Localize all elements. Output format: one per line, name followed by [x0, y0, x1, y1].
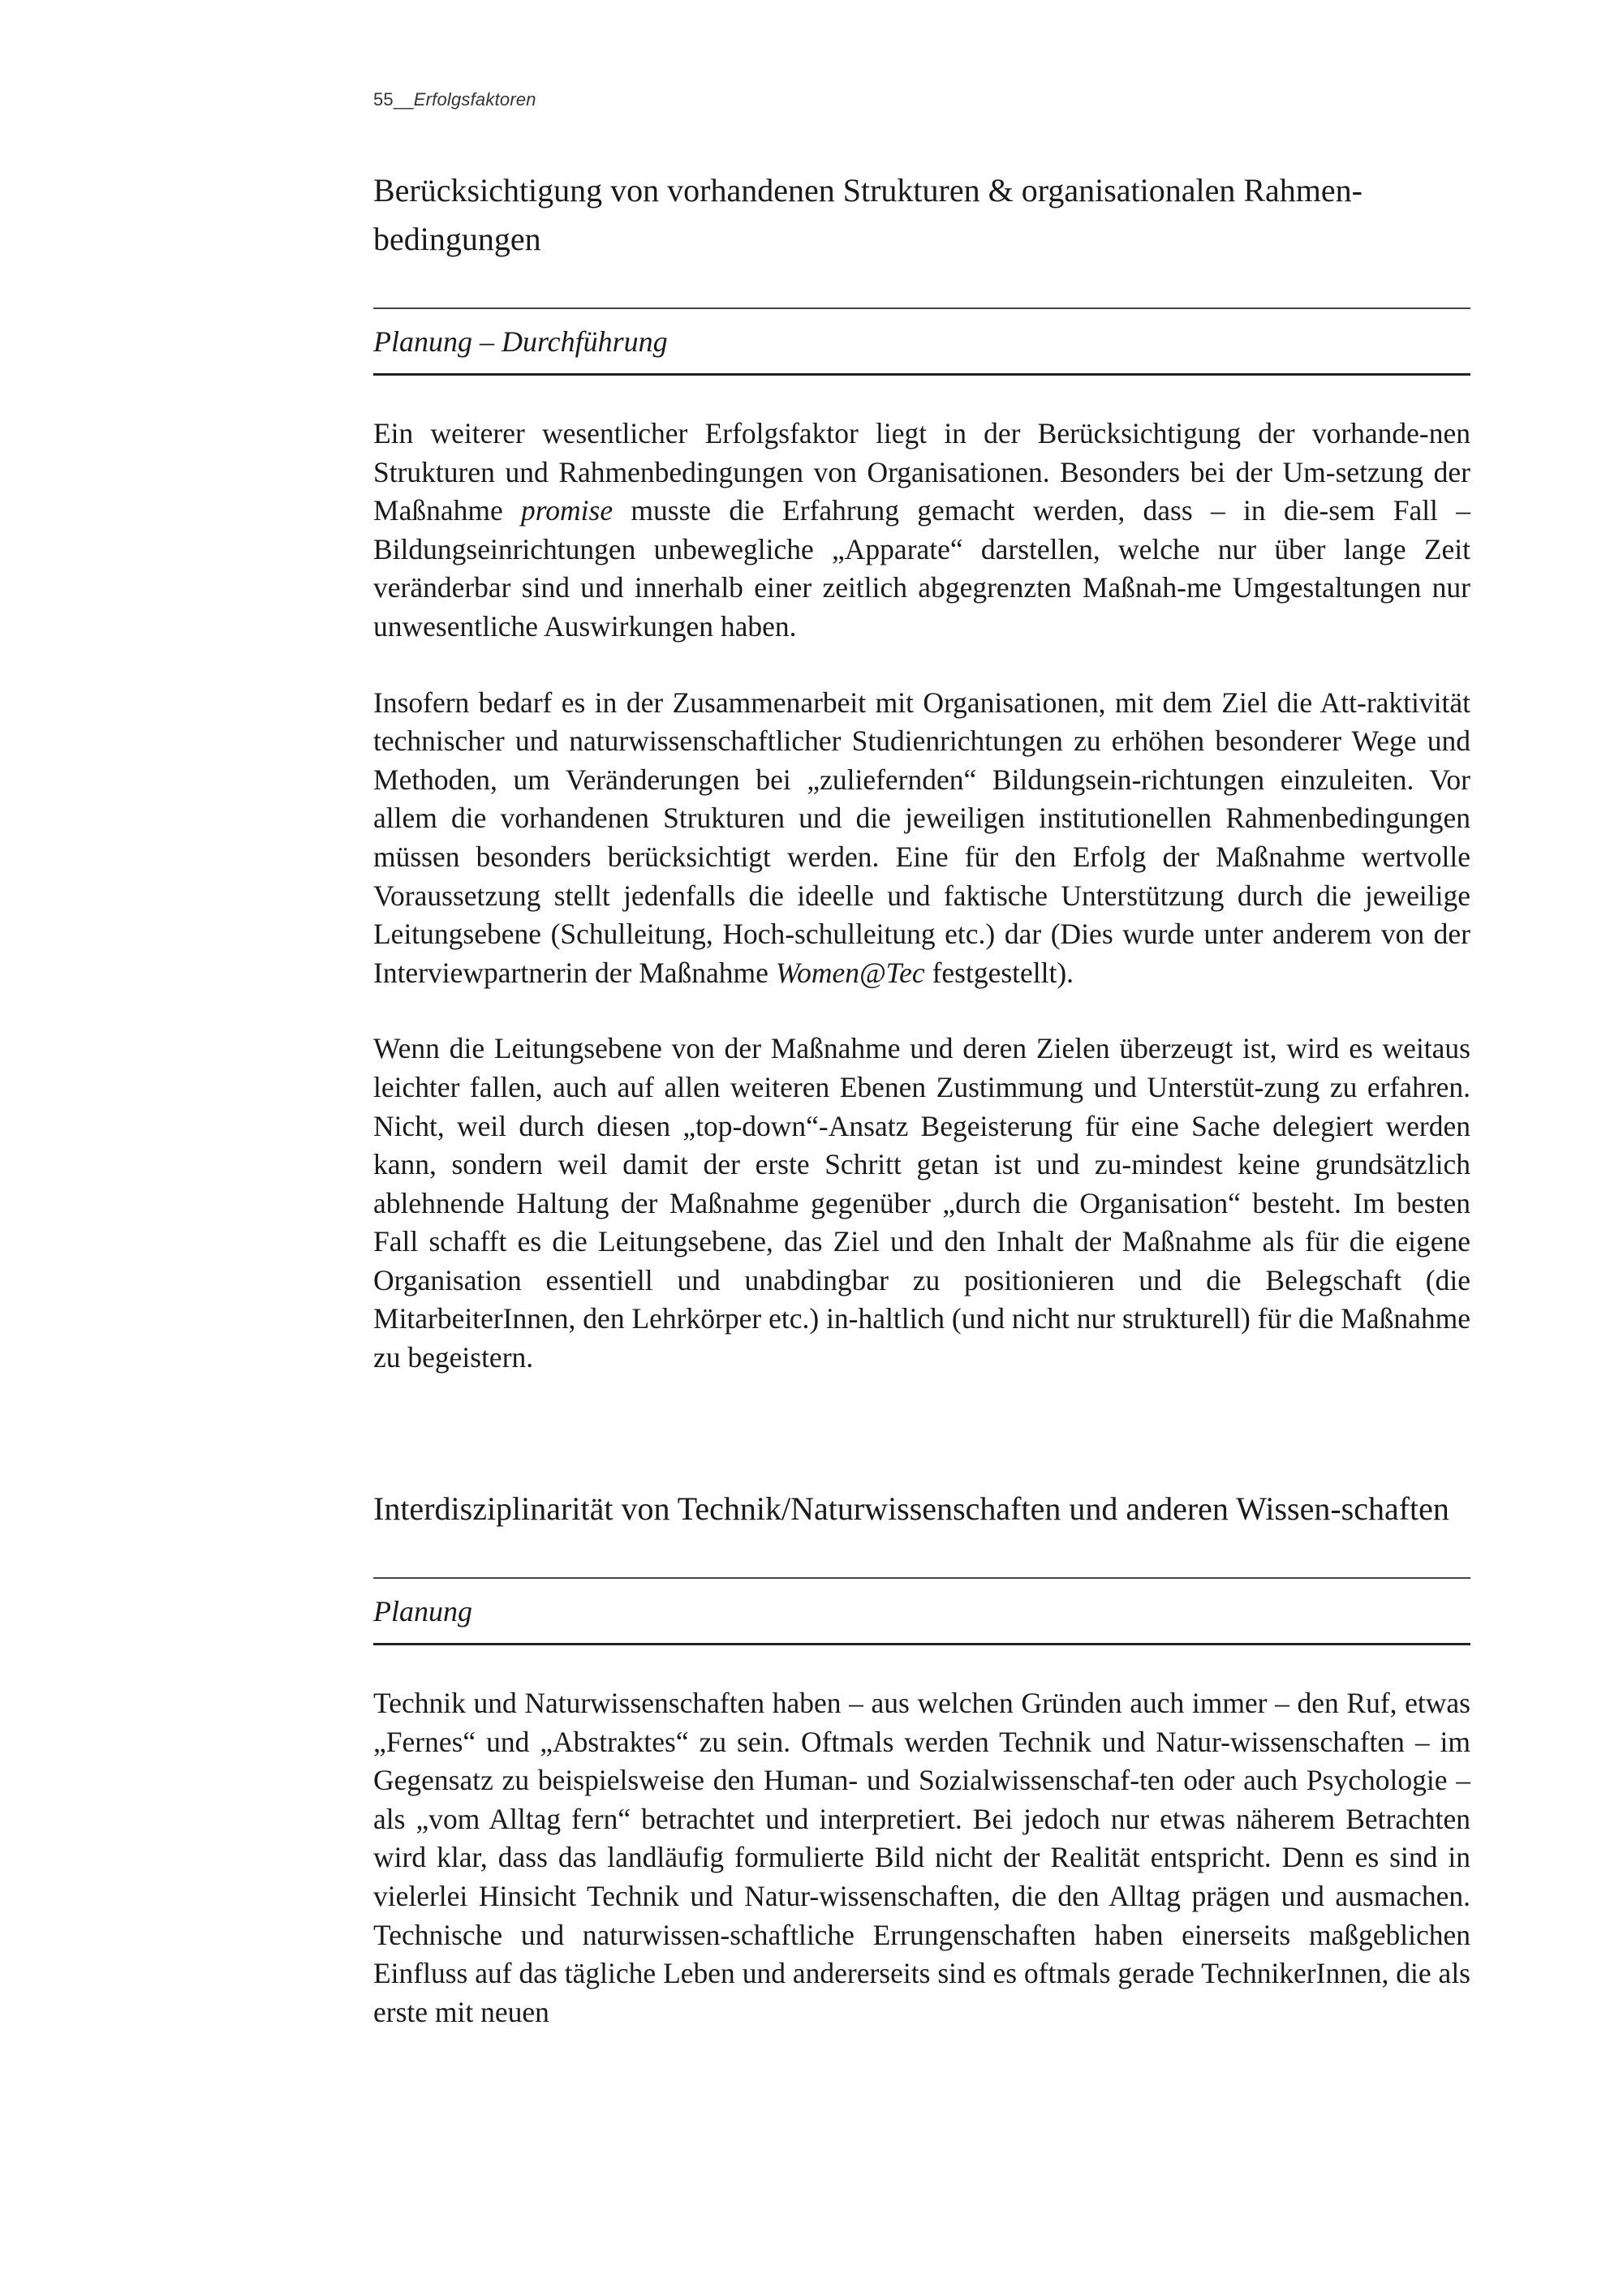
- phase-label: Planung: [373, 1594, 472, 1627]
- paragraph-text: Technik und Naturwissenschaften haben – aus welchen Gründen auch immer – den Ruf, etwas „Fernes“ und „Abstraktes“ zu sein. Oftmals werden Technik und Natur-wissenschaften – im Gegensatz zu beispielsweise den Human- und Sozialwissenschaf-ten oder auch Psychologie – als „vom Alltag fern“ betrachtet und interpretiert. Bei jedoch nur etwas näherem Betrachten wird klar, dass das landläufig formulierte Bild nicht der Realität entspricht. Denn es sind in vielerlei Hinsicht Technik und Natur-wissenschaften, die den Alltag prägen und ausmachen. Technische und naturwissen-schaftliche Errungenschaften haben einerseits maßgeblichen Einfluss auf das tägliche Leben und andererseits sind es oftmals gerade TechnikerInnen, die als erste mit neuen: [373, 1687, 1470, 2028]
- paragraph: [373, 684, 1470, 993]
- paragraph: [373, 415, 1470, 647]
- phase-box: [373, 307, 1470, 376]
- running-head-separator: __: [393, 89, 414, 110]
- body-text: [373, 1684, 1470, 2032]
- body-text: [373, 415, 1470, 1378]
- paragraph: [373, 1684, 1470, 2032]
- running-head-section: Erfolgsfaktoren: [413, 89, 536, 110]
- measure-name: promise: [521, 494, 613, 527]
- paragraph: [373, 1030, 1470, 1377]
- paragraph-text: festgestellt).: [924, 956, 1074, 989]
- phase-box: [373, 1577, 1470, 1645]
- paragraph-text: Wenn die Leitungsebene von der Maßnahme und deren Zielen überzeugt ist, wird es weitaus leichter fallen, auch auf allen weiteren Ebenen Zustimmung und Unterstüt-zung zu erfahren. Nicht, weil durch diesen „top-down“-Ansatz Begeisterung für eine Sache delegiert werden kann, sondern weil damit der erste Schritt getan ist und zu-mindest keine grundsätzlich ablehnende Haltung der Maßnahme gegenüber „durch die Organisation“ besteht. Im besten Fall schafft es die Leitungsebene, das Ziel und den Inhalt der Maßnahme als für die eigene Organisation essentiell und unabdingbar zu positionieren und die Belegschaft (die MitarbeiterInnen, den Lehrkörper etc.) in-haltlich (und nicht nur strukturell) für die Maßnahme zu begeistern.: [373, 1032, 1470, 1374]
- section-structures: [373, 166, 1470, 1415]
- running-head: [373, 89, 536, 110]
- paragraph-text: musste die Erfahrung gemacht werden, dass – in die-sem Fall – Bildungseinrichtungen unbewegliche „Apparate“ darstellen, welche nur über lange Zeit veränderbar sind und innerhalb einer zeitlich abgegrenzten Maßnah-me Umgestaltungen nur unwesentliche Auswirkungen haben.: [373, 494, 1470, 643]
- section-title: Interdisziplinarität von Technik/Naturwissenschaften und anderen Wissen-schaften: [373, 1490, 1449, 1527]
- page-number: 55: [373, 89, 394, 110]
- section-title: Berücksichtigung von vorhandenen Strukturen & organisationalen Rahmen-bedingungen: [373, 172, 1363, 257]
- paragraph-text: Insofern bedarf es in der Zusammenarbeit mit Organisationen, mit dem Ziel die Att-raktivität technischer und naturwissenschaftlicher Studienrichtungen zu erhöhen besonderer Wege und Methoden, um Veränderungen bei „zuliefernden“ Bildungsein-richtungen einzuleiten. Vor allem die vorhandenen Strukturen und die jeweiligen institutionellen Rahmenbedingungen müssen besonders berücksichtigt werden. Eine für den Erfolg der Maßnahme wertvolle Voraussetzung stellt jedenfalls die ideelle und faktische Unterstützung durch die jeweilige Leitungsebene (Schulleitung, Hoch-schulleitung etc.) dar (Dies wurde unter anderem von der Interviewpartnerin der Maßnahme: [373, 686, 1470, 989]
- phase-label: Planung – Durchführung: [373, 325, 668, 358]
- paragraph-text: Ein weiterer wesentlicher Erfolgsfaktor liegt in der Berücksichtigung der vorhande-nen Strukturen und Rahmenbedingungen von Organisationen. Besonders bei der Um-setzung der Maßnahme: [373, 417, 1470, 527]
- section-interdisciplinarity: [373, 1485, 1470, 2069]
- measure-name: Women@Tec: [775, 956, 925, 989]
